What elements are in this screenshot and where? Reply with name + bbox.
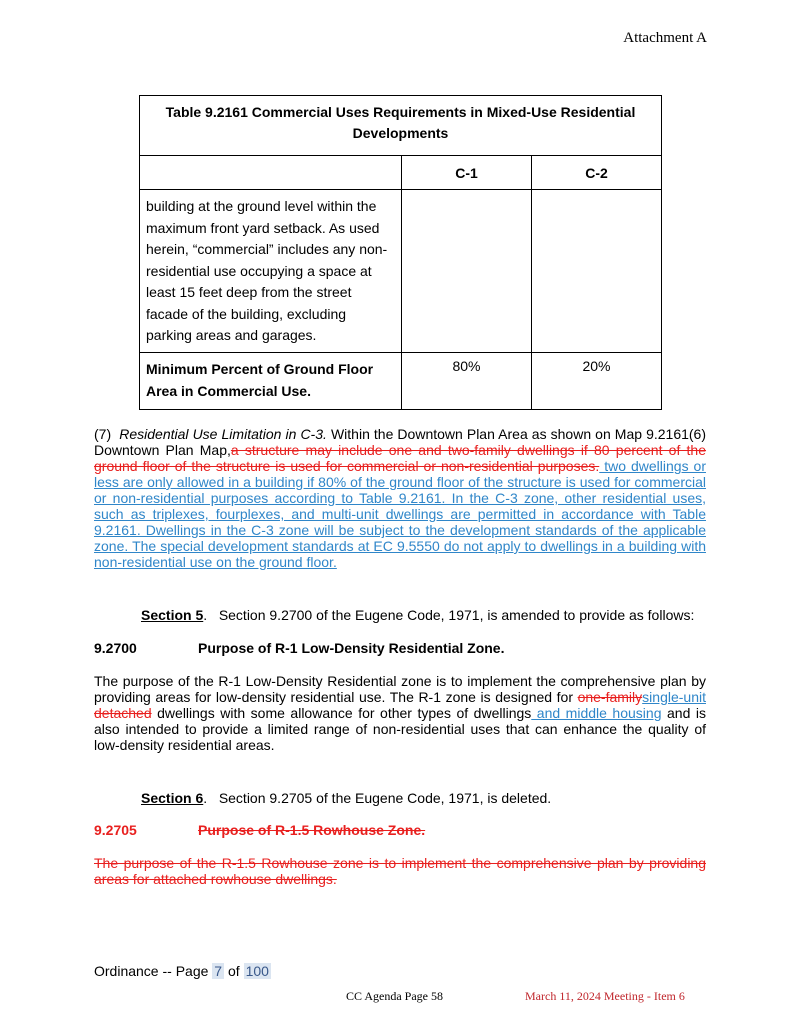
table-description-cell: building at the ground level within the maximum front yard setback. As used herein, “commercial” includes any non-residential use occupying a space at least 15 feet deep from the street facade of the building, excluding parking areas and garages. bbox=[140, 190, 402, 353]
r1-text: dwellings with some allowance for other types of dwellings bbox=[151, 705, 532, 721]
table-row-label: Minimum Percent of Ground Floor Area in Commercial Use. bbox=[140, 353, 402, 410]
commercial-uses-table bbox=[139, 95, 662, 410]
heading-title: Purpose of R-1.5 Rowhouse Zone. bbox=[198, 822, 426, 838]
section-6-label: Section 6 bbox=[141, 790, 204, 806]
para7-number: (7) bbox=[94, 426, 112, 442]
deleted-text: one-family bbox=[577, 689, 643, 705]
section-5-text: Section 9.2700 of the Eugene Code, 1971, is amended to provide as follows: bbox=[218, 607, 695, 623]
deleted-text: detached bbox=[94, 705, 152, 721]
heading-9-2700 bbox=[94, 640, 504, 656]
heading-title: Purpose of R-1 Low-Density Residential Zone. bbox=[198, 640, 505, 656]
heading-number: 9.2700 bbox=[94, 640, 137, 656]
inserted-text: two dwellings or less are only allowed in a building if 80% of the ground floor of the structure is used for commercial or non-residential purposes according to Table 9.2161. In the C-3 zone, other residential uses, such as triplexes, fourplexes, and multi-unit dwellings are permitted in accordance with Table 9.2161. Dwellings in the C-3 zone will be subject to the development standards of the applicable zone. The special development standards at EC 9.5550 do not apply to dwellings in a building with non-residential use on the ground floor. bbox=[94, 458, 706, 570]
page-footer bbox=[94, 963, 271, 979]
r1-purpose-paragraph bbox=[94, 673, 706, 753]
section-5-line bbox=[141, 607, 694, 623]
inserted-text: and middle housing bbox=[531, 705, 662, 721]
table-cell-c1-value: 80% bbox=[402, 353, 532, 410]
column-header-c1: C-1 bbox=[402, 156, 532, 190]
heading-9-2705 bbox=[94, 822, 425, 838]
section-6-line bbox=[141, 790, 551, 806]
inserted-text: single-unit bbox=[642, 689, 706, 705]
section-6-text: Section 9.2705 of the Eugene Code, 1971, is deleted. bbox=[218, 790, 552, 806]
r1-text: and is also intended to provide a limited range of non-residential uses that can enhance the quality of low-density residential areas. bbox=[94, 705, 706, 753]
r1-text: The purpose of the R-1 Low-Density Residential zone is to implement the comprehensive plan by providing areas for low-density residential use. The R-1 zone is designed for bbox=[94, 673, 706, 705]
para7-text: Within the Downtown Plan Area as shown on Map 9.2161(6) Downtown Plan Map, bbox=[94, 426, 707, 458]
deleted-text: a structure may include one and two-family dwellings if 80 percent of the ground floor of the structure is used for commercial or non-residential purposes. bbox=[94, 442, 707, 474]
section-5-dot: . bbox=[203, 607, 208, 623]
meeting-label: March 11, 2024 Meeting - Item 6 bbox=[525, 989, 685, 1003]
section-5-label: Section 5 bbox=[141, 607, 204, 623]
column-header-c2: C-2 bbox=[532, 156, 662, 190]
table-empty-cell bbox=[532, 190, 662, 353]
paragraph-7 bbox=[94, 426, 706, 570]
page-number: 7 bbox=[214, 963, 223, 979]
attachment-label: Attachment A bbox=[623, 30, 707, 46]
heading-number: 9.2705 bbox=[94, 822, 137, 838]
footer-of: of bbox=[224, 963, 244, 979]
table-empty-cell bbox=[402, 190, 532, 353]
rowhouse-paragraph: The purpose of the R-1.5 Rowhouse zone is to implement the comprehensive plan by providing areas for attached rowhouse dwellings. bbox=[94, 855, 706, 887]
table-cell-c2-value: 20% bbox=[532, 353, 662, 410]
table-header-empty bbox=[140, 156, 402, 190]
agenda-page: CC Agenda Page 58 bbox=[346, 989, 443, 1003]
section-6-dot: . bbox=[203, 790, 208, 806]
page-total: 100 bbox=[245, 963, 269, 979]
para7-title: Residential Use Limitation in C-3. bbox=[119, 426, 327, 442]
footer-prefix: Ordinance -- Page bbox=[94, 963, 213, 979]
table-title: Table 9.2161 Commercial Uses Requirements in Mixed-Use Residential Developments bbox=[140, 96, 662, 156]
